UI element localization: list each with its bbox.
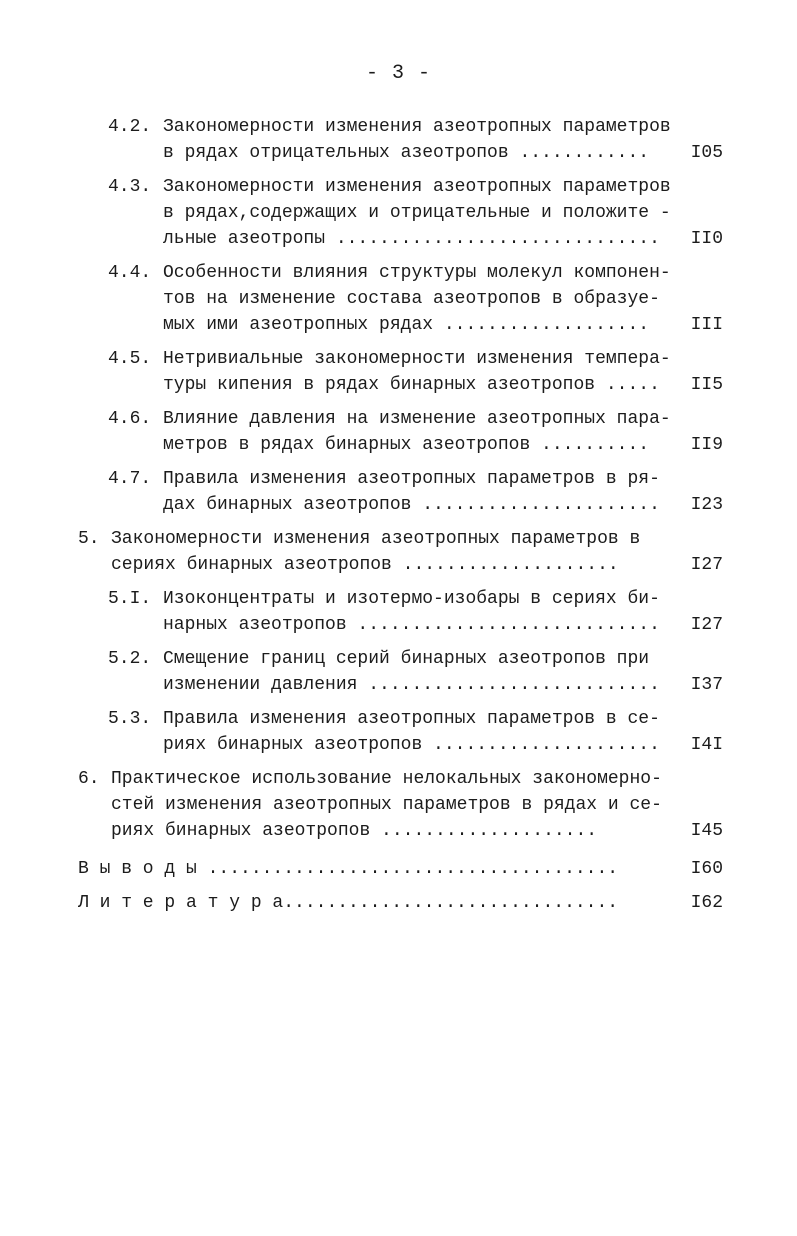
toc-entry-5-3 <box>0 706 797 758</box>
toc-entry-4-6 <box>0 406 797 458</box>
toc-entry-page: II5 <box>690 375 723 395</box>
toc-entry-title-line: Смещение границ серий бинарных азеотропов при <box>163 649 650 669</box>
toc-entry-page: I45 <box>690 821 723 841</box>
table-of-contents <box>0 114 797 924</box>
toc-entry-page: I4I <box>690 735 723 755</box>
toc-entry-title-line: Закономерности изменения азеотропных параметров <box>163 117 671 137</box>
toc-entry-page: I23 <box>690 495 723 515</box>
toc-entry-title-line: сериях бинарных азеотропов .................... <box>111 555 619 575</box>
toc-entry-4-3 <box>0 174 797 252</box>
toc-entry-title-line: льные азеотропы .............................. <box>163 229 660 249</box>
toc-entry-title-line: Л и т е р а т у р а............................... <box>78 893 619 913</box>
toc-entry-page: II0 <box>690 229 723 249</box>
toc-entry-6 <box>0 766 797 844</box>
toc-entry-page: I60 <box>690 859 723 879</box>
toc-entry-page: I27 <box>690 615 723 635</box>
toc-entry-number: 5.3. <box>108 709 152 729</box>
toc-entry-number: 5.I. <box>108 589 152 609</box>
toc-entry-title-line: риях бинарных азеотропов ..................... <box>163 735 660 755</box>
toc-entry-title-line: стей изменения азеотропных параметров в рядах и се- <box>111 795 662 815</box>
toc-entry-page: I27 <box>690 555 723 575</box>
toc-entry-page: II9 <box>690 435 723 455</box>
toc-entry-page: I62 <box>690 893 723 913</box>
toc-entry-page: I37 <box>690 675 723 695</box>
toc-entry-4-7 <box>0 466 797 518</box>
toc-entry-title-line: мых ими азеотропных рядах ................... <box>163 315 650 335</box>
toc-entry-number: 4.7. <box>108 469 152 489</box>
toc-entry-title-line: тов на изменение состава азеотропов в образуе- <box>163 289 660 309</box>
toc-entry-number: 4.6. <box>108 409 152 429</box>
toc-entry-number: 4.3. <box>108 177 152 197</box>
toc-entry-title-line: в рядах,содержащих и отрицательные и положите - <box>163 203 671 223</box>
toc-entry-title-line: нарных азеотропов ............................ <box>163 615 660 635</box>
toc-entry-number: 4.2. <box>108 117 152 137</box>
toc-entry-5 <box>0 526 797 578</box>
toc-entry-conclusions <box>0 856 797 882</box>
toc-entry-title-line: Нетривиальные закономерности изменения темпера- <box>163 349 671 369</box>
toc-entry-title-line: метров в рядах бинарных азеотропов .......... <box>163 435 650 455</box>
toc-entry-5-2 <box>0 646 797 698</box>
toc-entry-number: 5.2. <box>108 649 152 669</box>
toc-entry-4-2 <box>0 114 797 166</box>
toc-entry-title-line: туры кипения в рядах бинарных азеотропов ..... <box>163 375 660 395</box>
toc-entry-title-line: Влияние давления на изменение азеотропных пара- <box>163 409 671 429</box>
toc-entry-number: 5. <box>78 529 100 549</box>
toc-entry-5-1 <box>0 586 797 638</box>
toc-entry-title-line: В ы в о д ы ...................................... <box>78 859 619 879</box>
toc-entry-number: 6. <box>78 769 100 789</box>
toc-entry-title-line: Закономерности изменения азеотропных параметров <box>163 177 671 197</box>
toc-entry-4-4 <box>0 260 797 338</box>
toc-entry-number: 4.4. <box>108 263 152 283</box>
toc-entry-title-line: Закономерности изменения азеотропных параметров в <box>111 529 641 549</box>
page-number: - 3 - <box>365 62 431 85</box>
toc-entry-title-line: в рядах отрицательных азеотропов ............ <box>163 143 650 163</box>
toc-entry-literature <box>0 890 797 916</box>
toc-entry-title-line: изменении давления ........................... <box>163 675 660 695</box>
toc-entry-title-line: Особенности влияния структуры молекул компонен- <box>163 263 671 283</box>
toc-entry-4-5 <box>0 346 797 398</box>
toc-entry-title-line: Правила изменения азеотропных параметров в ря- <box>163 469 660 489</box>
toc-entry-page: I05 <box>690 143 723 163</box>
toc-entry-title-line: Изоконцентраты и изотермо-изобары в сериях би- <box>163 589 660 609</box>
toc-entry-number: 4.5. <box>108 349 152 369</box>
toc-entry-title-line: дах бинарных азеотропов ...................... <box>163 495 660 515</box>
toc-entry-page: III <box>690 315 723 335</box>
toc-entry-title-line: Практическое использование нелокальных закономерно- <box>111 769 662 789</box>
toc-entry-title-line: Правила изменения азеотропных параметров в се- <box>163 709 660 729</box>
toc-entry-title-line: риях бинарных азеотропов .................... <box>111 821 598 841</box>
